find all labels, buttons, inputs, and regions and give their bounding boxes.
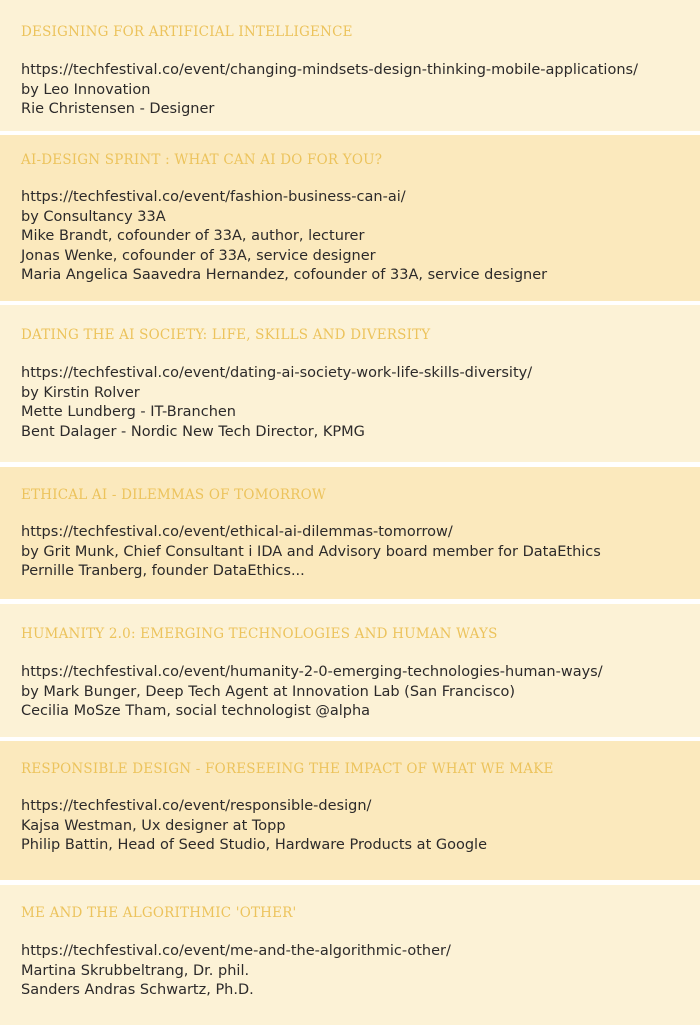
session-event-link[interactable]: https://techfestival.co/event/changing-mindsets-design-thinking-mobile-applications/	[21, 62, 638, 78]
session-speaker: Bent Dalager - Nordic New Tech Director, KPMG	[21, 423, 365, 440]
session-host: by Kirstin Rolver	[21, 384, 140, 401]
session-speaker: Jonas Wenke, cofounder of 33A, service designer	[21, 247, 376, 264]
session-speaker: Cecilia MoSze Tham, social technologist @alpha	[21, 703, 371, 720]
session-speaker: Kajsa Westman, Ux designer at Topp	[21, 817, 286, 834]
session-speaker: Mike Brandt, cofounder of 33A, author, lecturer	[21, 228, 365, 245]
session-host: by Consultancy 33A	[21, 208, 166, 225]
session-details	[21, 364, 532, 442]
session-speaker: Martina Skrubbeltrang, Dr. phil.	[21, 962, 250, 979]
session-event-link[interactable]: https://techfestival.co/event/fashion-business-can-ai/	[21, 189, 406, 205]
session-details	[21, 523, 601, 582]
session-card	[0, 305, 700, 462]
session-speaker: Sanders Andras Schwartz, Ph.D.	[21, 982, 254, 999]
session-event-link[interactable]: https://techfestival.co/event/ethical-ai-dilemmas-tomorrow/	[21, 524, 453, 540]
session-card	[0, 467, 700, 599]
session-details	[21, 61, 638, 120]
session-card	[0, 135, 700, 301]
session-details	[21, 663, 603, 722]
session-event-link[interactable]: https://techfestival.co/event/dating-ai-society-work-life-skills-diversity/	[21, 365, 533, 381]
session-speaker: Pernille Tranberg, founder DataEthics...	[21, 563, 305, 580]
session-title: RESPONSIBLE DESIGN - FORESEEING THE IMPACT OF WHAT WE MAKE	[21, 761, 554, 777]
session-event-link[interactable]: https://techfestival.co/event/responsible-design/	[21, 798, 372, 814]
session-host: by Mark Bunger, Deep Tech Agent at Innovation Lab (San Francisco)	[21, 683, 516, 700]
session-card	[0, 0, 700, 131]
session-card	[0, 604, 700, 737]
session-title: ME AND THE ALGORITHMIC 'OTHER'	[21, 905, 297, 921]
session-title: DESIGNING FOR ARTIFICIAL INTELLIGENCE	[21, 24, 353, 40]
session-speaker: Mette Lundberg - IT-Branchen	[21, 404, 237, 421]
session-event-link[interactable]: https://techfestival.co/event/me-and-the-algorithmic-other/	[21, 943, 451, 959]
session-title: AI-DESIGN SPRINT : WHAT CAN AI DO FOR YOU?	[21, 152, 383, 168]
session-host: by Leo Innovation	[21, 81, 151, 98]
session-speaker: Rie Christensen - Designer	[21, 101, 215, 118]
session-speaker: Maria Angelica Saavedra Hernandez, cofounder of 33A, service designer	[21, 267, 548, 284]
session-details	[21, 797, 487, 856]
session-details	[21, 942, 451, 1001]
session-details	[21, 188, 547, 286]
session-card	[0, 741, 700, 880]
session-title: HUMANITY 2.0: EMERGING TECHNOLOGIES AND HUMAN WAYS	[21, 626, 498, 642]
session-title: DATING THE AI SOCIETY: LIFE, SKILLS AND DIVERSITY	[21, 327, 431, 343]
session-host: by Grit Munk, Chief Consultant i IDA and Advisory board member for DataEthics	[21, 543, 601, 560]
session-event-link[interactable]: https://techfestival.co/event/humanity-2-0-emerging-technologies-human-ways/	[21, 664, 603, 680]
session-speaker: Philip Battin, Head of Seed Studio, Hardware Products at Google	[21, 837, 487, 854]
session-title: ETHICAL AI - DILEMMAS OF TOMORROW	[21, 487, 326, 503]
session-card	[0, 885, 700, 1025]
